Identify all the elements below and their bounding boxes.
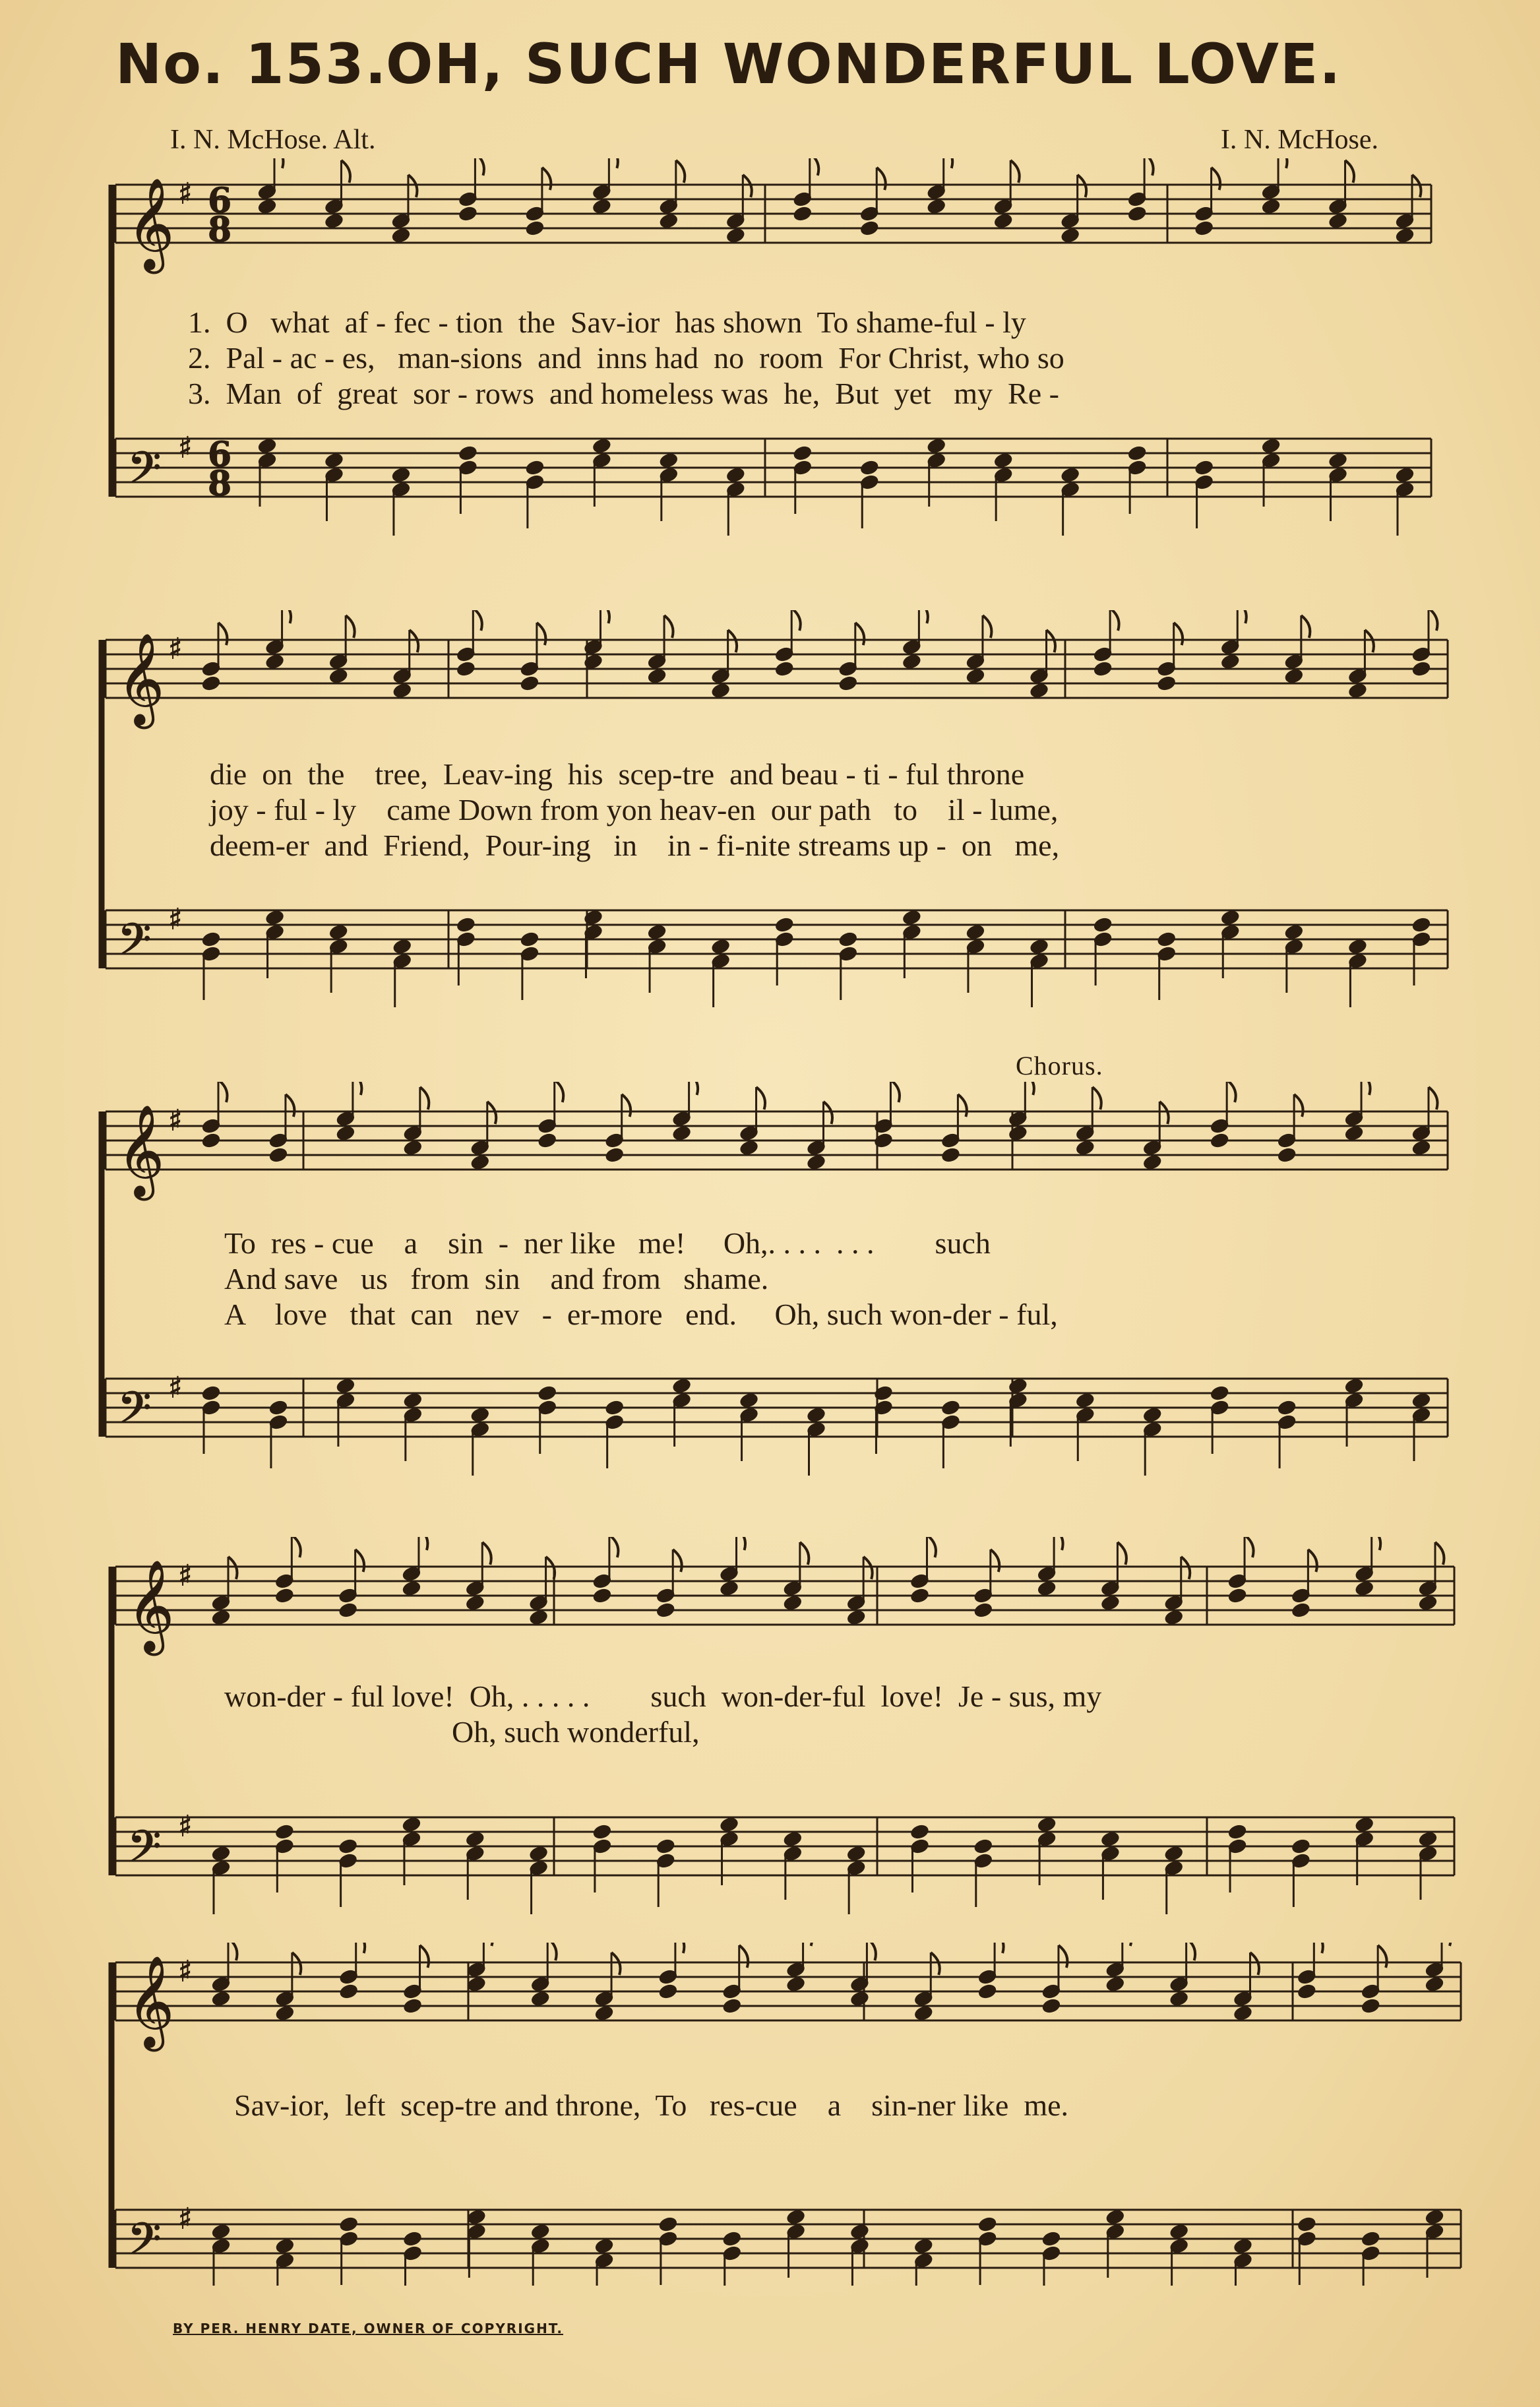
note-chord bbox=[1227, 1823, 1248, 1892]
note-chord bbox=[604, 1399, 625, 1468]
note-chord bbox=[1127, 445, 1148, 514]
note-chord bbox=[1194, 459, 1214, 528]
note-chord bbox=[274, 1537, 301, 1604]
note-chord bbox=[1361, 1945, 1387, 2015]
note-chord bbox=[1100, 1542, 1126, 1611]
note-chord bbox=[1060, 466, 1080, 536]
note-chord bbox=[722, 2230, 742, 2286]
note-chord bbox=[201, 1082, 228, 1149]
bass-clef-icon: 𝄢 bbox=[117, 914, 152, 976]
hymn-number: No. 153. bbox=[115, 32, 388, 96]
note-chord bbox=[328, 615, 355, 685]
note-chord bbox=[391, 466, 412, 536]
sharp-icon: ♯ bbox=[168, 1104, 183, 1138]
bass-staff bbox=[106, 1371, 1448, 1476]
note-chord bbox=[1105, 1943, 1131, 1993]
note-chord bbox=[647, 615, 673, 685]
note-chord bbox=[849, 2223, 870, 2286]
note-chord bbox=[873, 1385, 894, 1454]
bass-clef-icon: 𝄢 bbox=[127, 1821, 162, 1883]
note-chord bbox=[913, 2237, 934, 2286]
note-chord bbox=[402, 2230, 423, 2286]
note-chord bbox=[792, 158, 818, 222]
note-chord bbox=[1233, 2237, 1253, 2286]
note-chord bbox=[1163, 1845, 1184, 1914]
note-chord bbox=[993, 452, 1014, 521]
note-chord bbox=[1194, 168, 1220, 237]
note-chord bbox=[966, 923, 986, 993]
note-chord bbox=[537, 1385, 557, 1454]
note-chord bbox=[1418, 1830, 1438, 1900]
note-chord bbox=[722, 1945, 748, 2015]
note-chord bbox=[838, 623, 864, 692]
sharp-icon: ♯ bbox=[178, 1559, 193, 1593]
note-chord bbox=[201, 623, 228, 692]
note-chord bbox=[973, 1549, 999, 1619]
note-chord bbox=[1411, 916, 1432, 985]
note-chord bbox=[940, 1399, 961, 1468]
sharp-icon: ♯ bbox=[178, 1954, 193, 1989]
note-chord bbox=[324, 160, 350, 230]
note-chord bbox=[909, 1823, 930, 1892]
time-signature-bottom: 8 bbox=[208, 463, 232, 504]
lyric-line: Oh, such wonderful, bbox=[224, 1715, 700, 1749]
note-chord bbox=[926, 158, 952, 215]
note-chord bbox=[1411, 610, 1438, 677]
note-chord bbox=[520, 623, 546, 692]
bass-staff bbox=[115, 1810, 1454, 1914]
note-chord bbox=[774, 916, 795, 985]
note-chord bbox=[647, 923, 667, 993]
hymn-title: OH, SUCH WONDERFUL LOVE. bbox=[386, 32, 1342, 96]
treble-staff bbox=[115, 1943, 1461, 2051]
note-chord bbox=[324, 452, 344, 521]
note-chord bbox=[1100, 1830, 1121, 1900]
note-chord bbox=[268, 1399, 289, 1468]
note-chord bbox=[465, 1830, 485, 1900]
note-chord bbox=[1277, 1399, 1297, 1468]
note-chord bbox=[403, 1392, 423, 1461]
treble-staff bbox=[115, 158, 1431, 274]
note-chord bbox=[977, 2216, 998, 2285]
note-chord bbox=[1075, 1087, 1101, 1156]
bass-staff bbox=[115, 2203, 1461, 2286]
note-chord bbox=[592, 158, 618, 215]
note-chord bbox=[659, 160, 685, 230]
bass-clef-icon: 𝄢 bbox=[117, 1383, 152, 1444]
note-chord bbox=[465, 1542, 491, 1611]
note-chord bbox=[838, 931, 858, 1000]
note-chord bbox=[1041, 2230, 1062, 2286]
note-chord bbox=[470, 1406, 490, 1476]
note-chord bbox=[739, 1392, 759, 1461]
note-chord bbox=[1261, 158, 1287, 215]
chorus-label: Chorus. bbox=[1016, 1051, 1103, 1080]
sharp-icon: ♯ bbox=[178, 177, 193, 211]
note-chord bbox=[1291, 1549, 1317, 1619]
note-chord bbox=[1277, 1094, 1303, 1164]
note-chord bbox=[1169, 1943, 1195, 2007]
lyric-line: 1. O what af - fec - tion the Sav-ior has shown To shame-ful - ly bbox=[188, 305, 1026, 339]
music-system-4 bbox=[0, 1537, 1540, 1933]
note-chord bbox=[658, 2216, 679, 2285]
note-chord bbox=[525, 168, 551, 237]
note-chord bbox=[973, 1838, 993, 1907]
note-chord bbox=[604, 1094, 631, 1164]
note-chord bbox=[1029, 938, 1049, 1007]
lyric-line: joy - ful - ly came Down from yon heav-en our path to il - lume, bbox=[210, 793, 1059, 827]
note-chord bbox=[1093, 610, 1119, 677]
note-chord bbox=[275, 2237, 295, 2286]
words-credit: I. N. McHose. Alt. bbox=[170, 125, 376, 155]
note-chord bbox=[530, 2223, 551, 2286]
note-chord bbox=[1361, 2230, 1381, 2286]
treble-clef-icon: 𝄞 bbox=[127, 1560, 174, 1652]
note-chord bbox=[659, 452, 679, 521]
note-chord bbox=[710, 938, 731, 1007]
note-chord bbox=[456, 610, 482, 677]
note-chord bbox=[537, 1082, 563, 1149]
lyric-line: A love that can nev - er-more end. Oh, such won-der - ful, bbox=[224, 1297, 1058, 1331]
note-chord bbox=[338, 1838, 358, 1907]
note-chord bbox=[1075, 1392, 1095, 1461]
note-chord bbox=[520, 931, 540, 1000]
music-system-2 bbox=[0, 610, 1540, 1032]
music-system-1 bbox=[0, 158, 1540, 554]
note-chord bbox=[1127, 158, 1154, 222]
note-chord bbox=[403, 1087, 429, 1156]
note-chord bbox=[1142, 1406, 1163, 1476]
note-chord bbox=[528, 1845, 549, 1914]
treble-clef-icon: 𝄞 bbox=[127, 1956, 174, 2048]
treble-staff bbox=[106, 1082, 1448, 1201]
treble-staff bbox=[106, 610, 1448, 729]
note-chord bbox=[859, 168, 886, 237]
bass-staff bbox=[106, 903, 1448, 1007]
note-chord bbox=[1425, 1943, 1451, 1993]
note-chord bbox=[725, 466, 746, 536]
note-chord bbox=[1093, 916, 1113, 985]
bass-staff bbox=[115, 431, 1431, 536]
hymn-header bbox=[115, 32, 1434, 117]
note-chord bbox=[525, 459, 545, 528]
sharp-icon: ♯ bbox=[168, 902, 183, 937]
note-chord bbox=[530, 1943, 557, 2007]
note-chord bbox=[859, 459, 880, 528]
note-chord bbox=[792, 445, 813, 514]
note-chord bbox=[328, 923, 349, 993]
note-chord bbox=[466, 1943, 493, 1993]
lyric-line: deem-er and Friend, Pour-ing in in - fi-nite streams up - on me, bbox=[210, 828, 1060, 862]
note-chord bbox=[1328, 452, 1348, 521]
note-chord bbox=[338, 2216, 359, 2285]
treble-clef-icon: 𝄞 bbox=[117, 1105, 164, 1197]
note-chord bbox=[1411, 1087, 1438, 1156]
sharp-icon: ♯ bbox=[168, 1371, 183, 1405]
note-chord bbox=[592, 1537, 619, 1604]
time-signature-top: 6 bbox=[208, 434, 232, 475]
copyright-footer: BY PER. HENRY DATE, OWNER OF COPYRIGHT. bbox=[173, 2321, 564, 2336]
note-chord bbox=[211, 2223, 231, 2286]
time-signature-bottom: 8 bbox=[208, 209, 232, 250]
note-chord bbox=[456, 916, 476, 985]
note-chord bbox=[1210, 1385, 1230, 1454]
note-chord bbox=[268, 1094, 295, 1164]
treble-staff bbox=[115, 1537, 1454, 1656]
note-chord bbox=[1156, 623, 1183, 692]
note-chord bbox=[656, 1549, 682, 1619]
note-chord bbox=[1411, 1392, 1432, 1461]
note-chord bbox=[909, 1537, 936, 1604]
note-chord bbox=[274, 1823, 295, 1892]
note-chord bbox=[774, 610, 801, 677]
lyric-line: die on the tree, Leav-ing his scep-tre and beau - ti - ful throne bbox=[210, 757, 1025, 791]
note-chord bbox=[966, 615, 992, 685]
note-chord bbox=[211, 1943, 237, 2007]
sharp-icon: ♯ bbox=[178, 1809, 193, 1844]
note-chord bbox=[1284, 923, 1305, 993]
sharp-icon: ♯ bbox=[168, 632, 183, 666]
note-chord bbox=[1291, 1838, 1311, 1907]
note-chord bbox=[594, 2237, 615, 2286]
note-chord bbox=[201, 1385, 222, 1454]
note-chord bbox=[1418, 1542, 1444, 1611]
note-chord bbox=[940, 1094, 967, 1164]
note-chord bbox=[338, 1549, 364, 1619]
note-chord bbox=[656, 1838, 676, 1907]
note-chord bbox=[392, 938, 412, 1007]
note-chord bbox=[592, 1823, 613, 1892]
note-chord bbox=[1395, 466, 1415, 536]
note-chord bbox=[783, 1542, 809, 1611]
time-signature-top: 6 bbox=[208, 180, 232, 221]
note-chord bbox=[1297, 2216, 1317, 2285]
note-chord bbox=[1284, 615, 1310, 685]
note-chord bbox=[1227, 1537, 1254, 1604]
note-chord bbox=[785, 1943, 812, 1993]
lyric-line: 2. Pal - ac - es, man-sions and inns had no room For Christ, who so bbox=[188, 341, 1064, 375]
note-chord bbox=[1156, 931, 1177, 1000]
treble-clef-icon: 𝄞 bbox=[117, 633, 164, 725]
lyric-line: Sav-ior, left scep-tre and throne, To res-cue a sin-ner like me. bbox=[234, 2088, 1069, 2122]
lyric-line: won-der - ful love! Oh, . . . . . such won-der-ful love! Je - sus, my bbox=[224, 1679, 1102, 1713]
note-chord bbox=[1210, 1082, 1236, 1149]
note-chord bbox=[1169, 2223, 1189, 2286]
note-chord bbox=[257, 158, 284, 215]
note-chord bbox=[1347, 938, 1368, 1007]
note-chord bbox=[1328, 160, 1354, 230]
treble-clef-icon: 𝄞 bbox=[127, 178, 174, 270]
music-credit: I. N. McHose. bbox=[1220, 125, 1378, 155]
music-system-3 bbox=[0, 1082, 1540, 1491]
note-chord bbox=[806, 1406, 826, 1476]
bass-clef-icon: 𝄢 bbox=[127, 443, 162, 504]
note-chord bbox=[1041, 1945, 1068, 2015]
note-chord bbox=[849, 1943, 876, 2007]
music-system-5 bbox=[0, 1943, 1540, 2286]
note-chord bbox=[846, 1845, 867, 1914]
lyric-line: 3. Man of great sor - rows and homeless was he, But yet my Re - bbox=[188, 377, 1059, 410]
sharp-icon: ♯ bbox=[178, 2202, 193, 2236]
note-chord bbox=[211, 1845, 231, 1914]
note-chord bbox=[783, 1830, 803, 1900]
note-chord bbox=[739, 1087, 765, 1156]
lyric-line: And save us from sin and from shame. bbox=[224, 1262, 769, 1296]
sharp-icon: ♯ bbox=[178, 431, 193, 465]
note-chord bbox=[201, 931, 222, 1000]
note-chord bbox=[993, 160, 1020, 230]
note-chord bbox=[402, 1945, 429, 2015]
note-chord bbox=[458, 445, 478, 514]
note-chord bbox=[458, 158, 484, 222]
bass-clef-icon: 𝄢 bbox=[127, 2214, 162, 2275]
lyric-line: To res - cue a sin - ner like me! Oh,. . . . . . . such bbox=[224, 1226, 991, 1260]
